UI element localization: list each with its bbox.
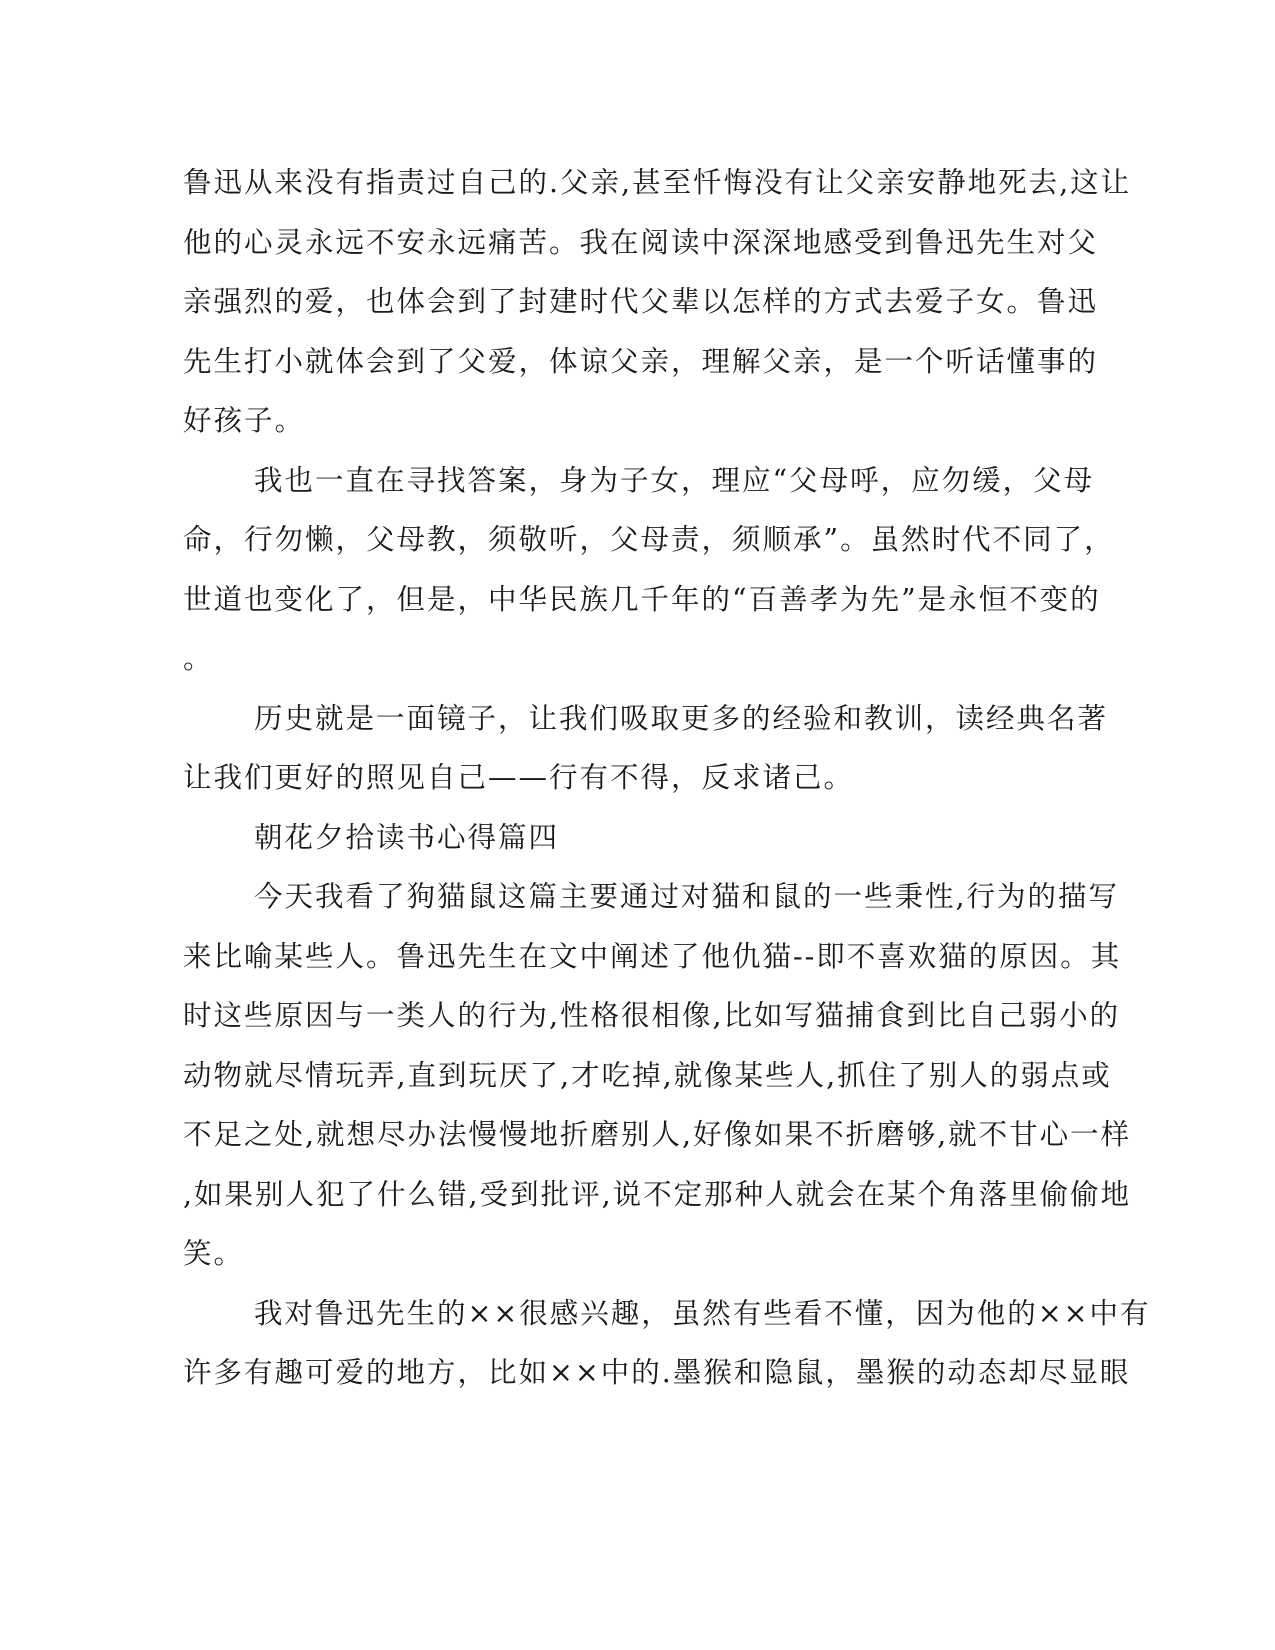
text-line: 来比喻某些人。鲁迅先生在文中阐述了他仇猫--即不喜欢猫的原因。其 — [183, 939, 1122, 973]
text-line: 亲强烈的爱，也体会到了封建时代父辈以怎样的方式去爱子女。鲁迅 — [183, 285, 1099, 318]
text-line: 先生打小就体会到了父爱，体谅父亲，理解父亲，是一个听话懂事的 — [183, 344, 1099, 378]
text-line: 我也一直在寻找答案，身为子女，理应“父母呼，应勿缓，父母 — [254, 463, 1095, 497]
text-line: 他的心灵永远不安永远痛苦。我在阅读中深深地感受到鲁迅先生对父 — [183, 225, 1099, 259]
text-line: 世道也变化了，但是，中华民族几千年的“百善孝为先”是永恒不变的 — [183, 582, 1101, 616]
text-line: 命，行勿懒，父母教，须敬听，父母责，须顺承”。虽然时代不同了， — [183, 523, 1115, 556]
text-line: 今天我看了狗猫鼠这篇主要通过对猫和鼠的一些秉性,行为的描写 — [254, 880, 1120, 913]
text-line: 历史就是一面镜子，让我们吸取更多的经验和教训，读经典名著 — [254, 701, 1109, 735]
text-line: 让我们更好的照见自己——行有不得，反求诸己。 — [183, 761, 855, 794]
text-line: 笑。 — [183, 1237, 245, 1270]
text-line: ,如果别人犯了什么错,受到批评,说不定那种人就会在某个角落里偷偷地 — [183, 1177, 1132, 1211]
text-line: 。 — [183, 642, 214, 675]
text-line: 朝花夕拾读书心得篇四 — [254, 820, 560, 854]
text-line: 动物就尽情玩弄,直到玩厌了,才吃掉,就像某些人,抓住了别人的弱点或 — [183, 1058, 1112, 1092]
text-line: 我对鲁迅先生的××很感兴趣，虽然有些看不懂，因为他的××中有 — [254, 1296, 1151, 1330]
text-line: 好孩子。 — [183, 404, 306, 437]
text-line: 不足之处,就想尽办法慢慢地折磨别人,好像如果不折磨够,就不甘心一样 — [183, 1118, 1132, 1151]
text-line: 时这些原因与一类人的行为,性格很相像,比如写猫捕食到比自己弱小的 — [183, 999, 1121, 1032]
text-line: 许多有趣可爱的地方，比如××中的.墨猴和隐鼠，墨猴的动态却尽显眼 — [183, 1356, 1131, 1389]
body-text — [183, 158, 1151, 1408]
text-line: 鲁迅从来没有指责过自己的.父亲,甚至忏悔没有让父亲安静地死去,这让 — [183, 166, 1132, 199]
